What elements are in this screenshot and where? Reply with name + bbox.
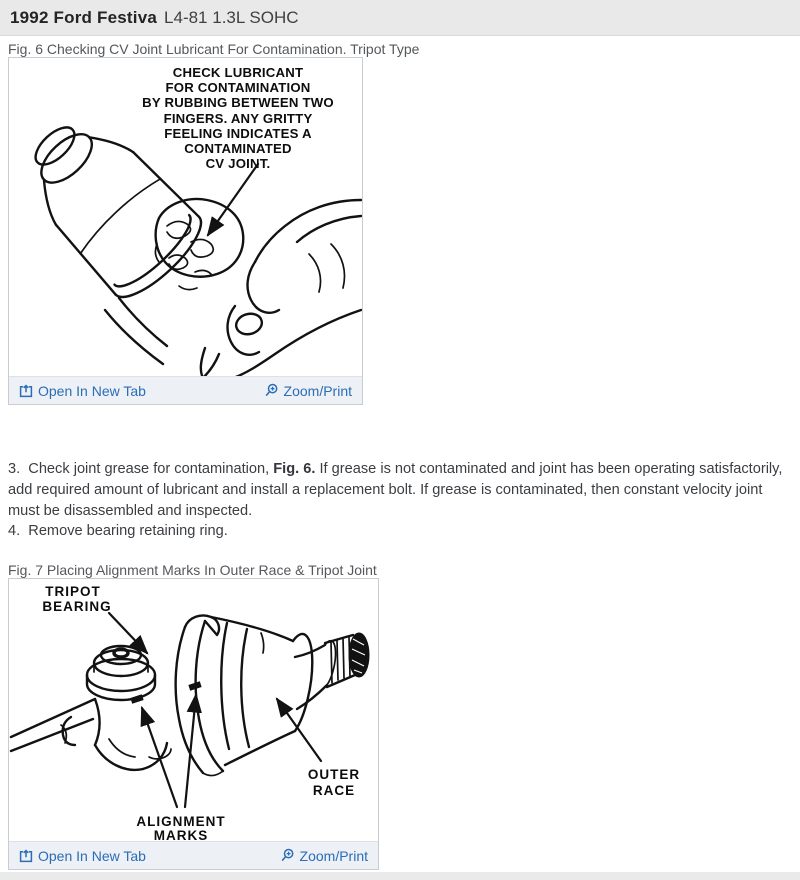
fig7-caption: Fig. 7 Placing Alignment Marks In Outer Race & Tripot Joint <box>8 562 377 578</box>
open-in-new-tab-icon <box>19 384 33 398</box>
outer-race-label: OUTER <box>307 767 361 782</box>
note-arrow <box>208 164 258 235</box>
outer-race <box>211 617 312 765</box>
step3-fig-ref: Fig. 6. <box>273 461 316 477</box>
fig6-image <box>9 58 362 376</box>
zoom-icon <box>264 383 279 398</box>
alignment-marks-label: ALIGNMENT <box>136 814 226 829</box>
note-line: FOR CONTAMINATION <box>165 80 311 96</box>
fig7-zoom-label: Zoom/Print <box>299 847 368 864</box>
fig6-note <box>109 65 362 171</box>
step-3-text <box>8 459 794 521</box>
note-line: BY RUBBING BETWEEN TWO <box>142 95 334 111</box>
fig7-card <box>8 578 379 870</box>
fig7-open-label: Open In New Tab <box>38 847 146 864</box>
shaft-line <box>119 298 167 346</box>
page-bottom-edge <box>0 872 800 880</box>
vehicle-model: 1992 Ford Festiva <box>10 7 158 27</box>
splined-shaft <box>295 633 369 709</box>
joint-cage <box>176 615 223 775</box>
fig7-footer <box>9 841 378 869</box>
step3-prefix: 3. Check joint grease for contamination, <box>8 461 274 477</box>
alignment-marks-label: MARKS <box>153 828 209 841</box>
fig6-zoom-print-link[interactable] <box>264 383 352 399</box>
fig6-open-label: Open In New Tab <box>38 382 146 399</box>
fig7-zoom-print-link[interactable] <box>280 848 368 864</box>
vehicle-header <box>0 0 800 36</box>
vehicle-engine: L4-81 1.3L SOHC <box>164 7 299 27</box>
alignment-mark-arrow <box>142 708 177 807</box>
note-line: CHECK LUBRICANT <box>172 65 304 80</box>
tripot-spider-body <box>63 699 171 770</box>
step3-suffix: If grease is not contaminated and joint has been operating satisfactorily, add required amount of lubricant and install a replacement bolt. If grease is contaminated, then constant velocity joint must be disassembled and inspected. <box>8 461 787 519</box>
fig7-open-in-new-tab-link[interactable] <box>19 848 146 864</box>
axle-shaft <box>11 699 95 737</box>
axle-shaft <box>11 719 93 751</box>
fig6-zoom-label: Zoom/Print <box>283 382 352 399</box>
tripot-bearing <box>87 646 155 700</box>
tripot-bearing-label: BEARING <box>42 599 112 614</box>
tripot-joint-drawing <box>9 579 378 841</box>
step-4-text: 4. Remove bearing retaining ring. <box>8 523 228 539</box>
fig6-caption: Fig. 6 Checking CV Joint Lubricant For Contamination. Tripot Type <box>8 41 420 57</box>
fig6-footer <box>9 376 362 404</box>
tripot-bearing-label: TRIPOT <box>45 584 101 599</box>
outer-race-label: RACE <box>312 783 356 798</box>
note-line: FINGERS. ANY GRITTY <box>163 110 313 126</box>
alignment-mark-arrow <box>185 695 196 807</box>
note-line: FEELING INDICATES A <box>164 125 312 141</box>
alignment-marks <box>130 681 201 703</box>
fig6-card <box>8 57 363 405</box>
open-in-new-tab-icon <box>19 849 33 863</box>
note-line: CV JOINT. <box>205 156 271 172</box>
right-hand <box>201 200 361 376</box>
note-line: CONTAMINATED <box>184 141 292 157</box>
zoom-icon <box>280 848 295 863</box>
fig7-image <box>9 579 378 841</box>
fig6-open-in-new-tab-link[interactable] <box>19 383 146 399</box>
